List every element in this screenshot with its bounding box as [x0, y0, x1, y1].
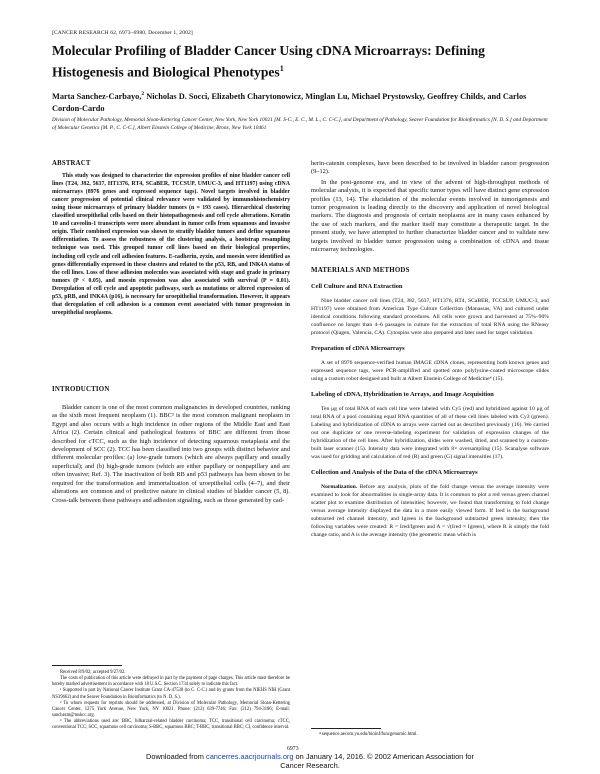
- abstract-heading: ABSTRACT: [52, 160, 91, 167]
- download-suffix: on January 14, 2016. © 2002 American Association for Cancer Research.: [280, 752, 474, 770]
- affiliations: Division of Molecular Pathology, Memorial Sloan-Kettering Cancer Center, New York, New York 10021 [M. S-C., E. C., M. L., C. C-C.], and Department of Pathology, Seaver Foundation for Bioinformatics [N. D. S.] and Department of Molecular Genetics [M. P., C. C-C.], Albert Einstein College of Medicine, Bronx, New York 10461: [52, 117, 548, 131]
- normalization-lead: Normalization.: [321, 483, 358, 490]
- introduction-paragraph-2: In the post-genome era, and in view of the advent of high-throughput methods of molecular analysis, it is expected that specific tumor types will have distinct gene expression profiles (13, 14). The elucidation of the molecular events involved in tumorigenesis and tumor progression is leading directly to the discovery and application of novel biological markers. The diagnosis and prognosis of certain neoplasms are in many cases enhanced by the use of such markers, and the marker itself may constitute a therapeutic target. In the present study, we have attempted to further characterize bladder cancer and to validate new targets involved in bladder tumor progression using a combination of cDNA and tissue microarray technologies.: [311, 178, 549, 254]
- microarray-prep-heading: Preparation of cDNA Microarrays: [311, 344, 405, 352]
- introduction-section: [52, 386, 290, 505]
- footnote-2: ² To whom requests for reprints should be addressed, at Division of Molecular Pathology, Memorial Sloan-Kettering Cancer Center, 1275 York Avenue, New York, NY 10021. Phone: (212) 639-7746; Fax: (212) 794-3186; E-mail: sanchezm@mskcc.org.: [52, 700, 290, 719]
- footnotes: [52, 670, 290, 732]
- received-dates: Received 8/9/02; accepted 9/27/02.: [60, 670, 126, 675]
- labeling-text: Ten μg of total RNA of each cell line were labeled with Cy5 (red) and hybridized against 10 μg of total RNA of a pool containing equal RNA quantities of all of these cell lines labeled with Cy3 (green). Labeling and hybridization of cDNA to arrays were carried out as described previously (16). We carried out one duplicate or one reverse-labeling experiment for validation of expression changes of the hybridization of the cell lines. After hybridization, slides were washed, dried, and scanned by a custom-built laser scanner (15). Intensity data were integrated with 8× oversampling (15). Scanalyse software was used for gridding and calculation of red (R) and green (G) signal intensities (17).: [311, 405, 549, 460]
- footnote-3: ³ The abbreviations used are: BBC, bilharzial-related bladder carcinoma; TCC, transitional cell carcinoma; cTCC, conventional TCC; SCC, squamous cell carcinoma; S-BBC, squamous BBC; T-BBC, transitional BBC; CI, confidence interval.: [52, 719, 290, 731]
- title-text: Molecular Profiling of Bladder Cancer Using cDNA Microarrays: Defining Histogenesis and Biological Phenotypes: [52, 43, 485, 80]
- introduction-text: Bladder cancer is one of the most common malignancies in developed countries, ranking as the sixth most frequent neoplasm (1). BBC³ is the most common malignant neoplasm in Egypt and also occurs with a high incidence in other regions of the Middle East and East Africa (2). Certain clinical and pathological features of BBC are different from those described for cTCC, such as the high incidence of detecting squamous metaplasia and the development of SCC (2). TCC has been classified into two groups with distinct behavior and different molecular profiles: (a) low-grade tumors (which are always papillary and usually superficial); and (b) high-grade tumors (which are either papillary or nonpapillary and are often invasive; Ref. 3). The inactivation of both RB and p53 pathways has been shown to be required for the transformation and immortalization of uroepithelial cells (4–7), and their alterations are common and of predictive nature in clinical studies of bladder cancer (5, 8). Cross-talk between these pathways and adhesion signaling, such as those generated by cad-: [52, 404, 290, 504]
- download-prefix: Downloaded from: [146, 752, 206, 761]
- cell-culture-text: Nine bladder cancer cell lines (T24, J82, 5637, HT1376, RT4, SCaBER, TCCSUP, UMUC-3, and HT1197) were obtained from American Type Culture Collection (Manassas, VA) and cultured under identical conditions following standard procedures. All cells were grown and harvested at 75%–90% confluence no longer than 4–6 passages in culture for the extraction of total RNA using the RNeasy protocol (Qiagen, Valencia, CA). Cytospins were also prepared and later used for target validation.: [311, 297, 549, 336]
- publication-costs-note: The costs of publication of this article were defrayed in part by the payment of page charges. This article must therefore be hereby marked advertisement in accordance with 18 U.S.C. Section 1734 solely to indicate this fact.: [52, 676, 290, 688]
- introduction-heading: INTRODUCTION: [52, 386, 110, 393]
- data-analysis-heading: Collection and Analysis of the Data of the cDNA Microarrays: [311, 468, 478, 476]
- journal-citation: [CANCER RESEARCH 62, 6973–6980, December 1, 2002]: [52, 30, 193, 36]
- article-title: [52, 42, 552, 82]
- other-authors: Nicholas D. Socci, Elizabeth Charytonowicz, Minglan Lu, Michael Prystowsky, Geoffrey Childs, and Carlos Cordon-Cardo: [52, 91, 527, 113]
- first-author-footnote-mark: 2: [141, 91, 145, 97]
- labeling-heading: Labeling of cDNA, Hybridization to Arrays, and Image Acquisition: [311, 390, 494, 398]
- normalization-text: Before any analysis, plots of the fold change versus the average intensity were examined to look for abnormalities in single-array data. It is common to plot a red versus green channel scatter plot to examine distribution of intensities; however, we found that transforming to fold change versus average intensity displayed the data in a more easily viewed form. If Ired is the background subtracted red channel intensity, and Igreen is the background subtracted green intensity, then the following variables were created: R = Ired/Igreen and A = √(Ired × Igreen), where R is simply the fold change ratio, and A is the average intensity (the geometric mean which is: [311, 483, 549, 538]
- title-footnote-mark: 1: [279, 64, 284, 73]
- introduction-continued: herin-catenin complexes, have been described to be involved in bladder cancer progression (9–12).: [311, 160, 549, 176]
- download-notice: [140, 752, 480, 770]
- author-list: [52, 88, 552, 115]
- abstract-section: [52, 160, 290, 317]
- footnote-4: ⁴ sequence.aecom.yu.edu/bioinf/funcgenomic.html.: [319, 732, 418, 737]
- normalization-paragraph: [311, 483, 549, 539]
- right-footnote-rule: [311, 728, 381, 729]
- page-number: 6973: [287, 746, 299, 752]
- cell-culture-heading: Cell Culture and RNA Extraction: [311, 282, 403, 290]
- footnote-1: ¹ Supported in part by National Cancer Institute Grant CA-47538 (to C. C-C.) and by grants from the NIEHS NIH (Grant NS39662) and the Seaver Foundation in Bioinformatics (to N. D. S.).: [52, 688, 290, 700]
- methods-heading: MATERIALS AND METHODS: [311, 267, 410, 275]
- first-author: Marta Sanchez-Carbayo,: [52, 91, 142, 101]
- journal-site-link[interactable]: cancerres.aacrjournals.org: [206, 752, 294, 761]
- right-column: [311, 160, 549, 539]
- footnote-rule: [52, 665, 122, 666]
- abstract-text: This study was designed to characterize the expression profiles of nine bladder cancer cell lines (T24, J82, 5637, HT1376, RT4, SCaBER, TCCSUP, UMUC-3, and HT1197) using cDNA microarrays (8976 genes and expressed sequence tags). Novel targets involved in bladder cancer progression of potential clinical relevance were validated by immunohistochemistry using tissue microarrays of primary bladder tumors (n = 193 cases). Hierarchical clustering classified uroepithelial cells based on their histopathogenesis and cell cycle alterations. Keratin 10 and caveolin-1 transcripts were more abundant in tumor cells from squamous and invasive origin. Their combined expression was shown to stratify bladder tumors and define squamous differentiation. To assess the robustness of the clustering analysis, a bootstrap resampling technique was used. This grouped tumor cell lines based on their biological properties, including cell cycle and cell adhesion features. E-cadherin, zyxin, and moesin were identified as genes differentially expressed in these clusters and related to the p53, RB, and INK4A status of the cell lines. Loss of these adhesion molecules was associated with stage and grade in primary tumors (P < 0.05), and moesin expression was also associated with survival (P = 0.01). Deregulation of cell cycle and apoptotic pathways, such as mutations or altered expression of p53, pRB, and INK4A (p16), is necessary for uroepithelial transformation. However, it appears that deregulation of cell adhesion is a common event associated with tumor progression in uroepithelial neoplasms.: [52, 173, 290, 316]
- microarray-prep-text: A set of 8976 sequence-verified human IMAGE cDNA clones, representing both known genes and expressed sequence tags, were PCR-amplified and spotted onto polylysine-coated microscope slides using a custom robot designed and built at Albert Einstein College of Medicine⁴ (15).: [311, 359, 549, 382]
